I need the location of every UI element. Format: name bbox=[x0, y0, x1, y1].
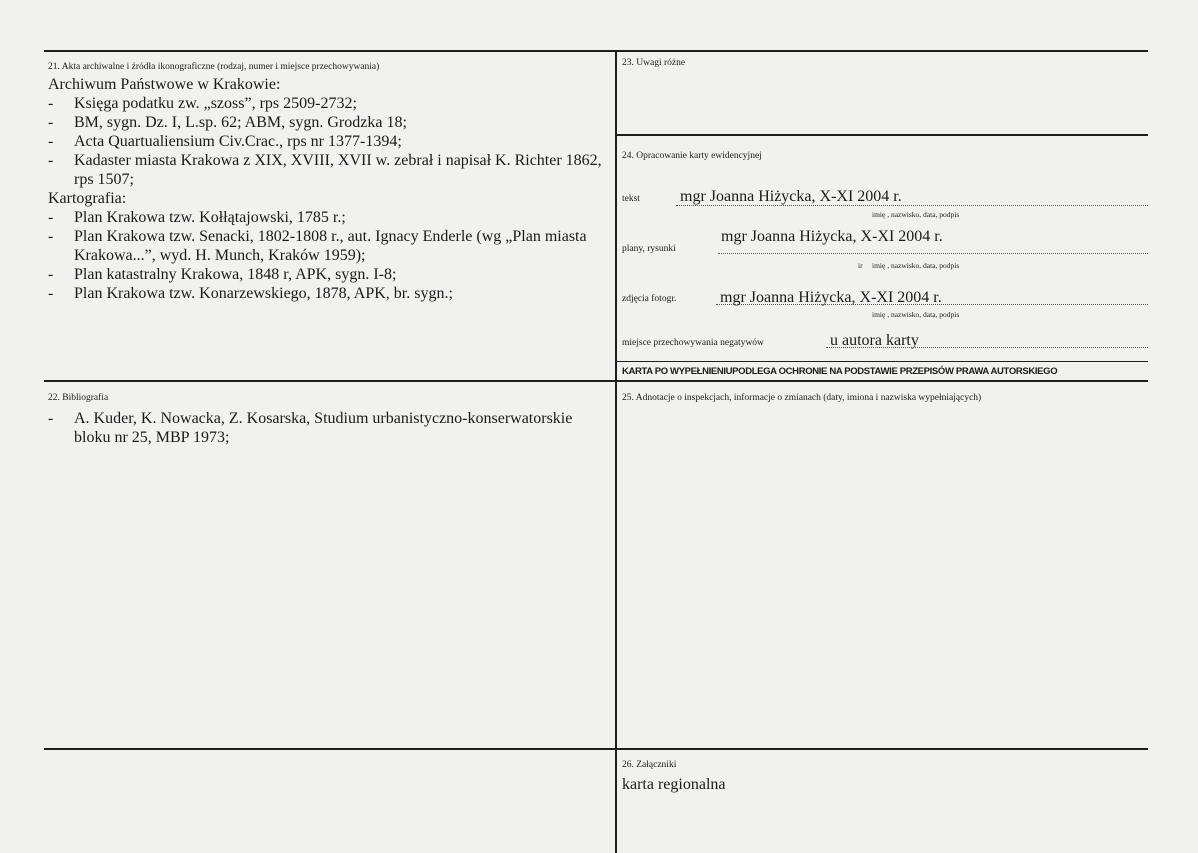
miejsce-line bbox=[826, 347, 1148, 348]
miejsce-value: u autora karty bbox=[830, 332, 919, 349]
section-21 bbox=[48, 62, 608, 303]
list-item-text: Kadaster miasta Krakowa z XIX, XVIII, XVII w. zebrał i napisał K. Richter 1862, rps 1507; bbox=[74, 152, 602, 188]
miejsce-label: miejsce przechowywania negatywów bbox=[622, 338, 764, 348]
bibliography-list bbox=[48, 409, 608, 447]
dash-bullet: - bbox=[48, 410, 54, 427]
archive-list bbox=[48, 94, 608, 189]
attachments-value: karta regionalna bbox=[622, 776, 726, 793]
rule-bottom bbox=[44, 748, 1148, 750]
top-rule bbox=[44, 50, 1148, 52]
list-item-text: BM, sygn. Dz. I, L.sp. 62; ABM, sygn. Grodzka 18; bbox=[74, 114, 407, 131]
dash-bullet: - bbox=[48, 266, 54, 283]
dash-bullet: - bbox=[48, 209, 54, 226]
rule-mid bbox=[44, 380, 1148, 382]
plany-line bbox=[718, 253, 1148, 254]
list-item bbox=[48, 208, 588, 227]
center-divider bbox=[615, 50, 617, 853]
list-item-text: Plan Krakowa tzw. Konarzewskiego, 1878, APK, br. sygn.; bbox=[74, 285, 453, 302]
list-item bbox=[48, 113, 608, 132]
dash-bullet: - bbox=[48, 285, 54, 302]
zdjecia-label: zdjęcia fotogr. bbox=[622, 294, 677, 304]
dash-bullet: - bbox=[48, 95, 54, 112]
rule-notice-top bbox=[617, 361, 1148, 362]
plany-caption: imię , nazwisko, data, podpis bbox=[872, 261, 960, 270]
section-23-title: 23. Uwagi różne bbox=[622, 58, 686, 68]
list-item bbox=[48, 227, 588, 265]
archive-heading: Archiwum Państwowe w Krakowie: bbox=[48, 76, 281, 93]
plany-label: plany, rysunki bbox=[622, 244, 676, 254]
tekst-label: tekst bbox=[622, 194, 640, 204]
list-item bbox=[48, 132, 608, 151]
tekst-line bbox=[676, 205, 1148, 206]
list-item-text: Plan Krakowa tzw. Senacki, 1802-1808 r., aut. Ignacy Enderle (wg „Plan miasta Krakowa...”, wyd. H. Munch, Kraków 1959); bbox=[74, 228, 587, 264]
section-22-title: 22. Bibliografia bbox=[48, 393, 109, 403]
zdjecia-line bbox=[716, 304, 1148, 305]
list-item bbox=[48, 151, 608, 189]
section-24-title: 24. Opracowanie karty ewidencyjnej bbox=[622, 151, 762, 161]
zdjecia-value: mgr Joanna Hiżycka, X-XI 2004 r. bbox=[720, 289, 942, 306]
list-item-text: Acta Quartualiensium Civ.Crac., rps nr 1377-1394; bbox=[74, 133, 402, 150]
section-21-title: 21. Akta archiwalne i źródła ikonograficzne (rodzaj, numer i miejsce przechowywania) bbox=[48, 62, 380, 72]
dash-bullet: - bbox=[48, 114, 54, 131]
list-item-text: A. Kuder, K. Nowacka, Z. Kosarska, Studium urbanistyczno-konserwatorskie bloku nr 25, MBP 1973; bbox=[74, 410, 573, 446]
copyright-notice: KARTA PO WYPEŁNIENIUPODLEGA OCHRONIE NA PODSTAWIE PRZEPISÓW PRAWA AUTORSKIEGO bbox=[622, 366, 1058, 377]
dash-bullet: - bbox=[48, 228, 54, 245]
list-item bbox=[48, 284, 588, 303]
carto-heading: Kartografia: bbox=[48, 190, 127, 207]
zdjecia-caption: imię , nazwisko, data, podpis bbox=[872, 310, 960, 319]
plany-mark: ir bbox=[858, 261, 863, 270]
carto-list bbox=[48, 208, 588, 303]
list-item bbox=[48, 409, 608, 447]
list-item-text: Księga podatku zw. „szoss”, rps 2509-2732; bbox=[74, 95, 357, 112]
section-26-title: 26. Załączniki bbox=[622, 760, 677, 770]
section-25-title: 25. Adnotacje o inspekcjach, informacje o zmianach (daty, imiona i nazwiska wypełniających) bbox=[622, 393, 982, 403]
list-item-text: Plan Krakowa tzw. Kołłątajowski, 1785 r.; bbox=[74, 209, 346, 226]
dash-bullet: - bbox=[48, 152, 54, 169]
tekst-value: mgr Joanna Hiżycka, X-XI 2004 r. bbox=[680, 188, 902, 205]
rule-23-24 bbox=[617, 134, 1148, 136]
list-item bbox=[48, 265, 588, 284]
tekst-caption: imię , nazwisko, data, podpis bbox=[872, 210, 960, 219]
list-item bbox=[48, 94, 608, 113]
list-item-text: Plan katastralny Krakowa, 1848 r, APK, sygn. I-8; bbox=[74, 266, 397, 283]
plany-value: mgr Joanna Hiżycka, X-XI 2004 r. bbox=[721, 228, 943, 245]
dash-bullet: - bbox=[48, 133, 54, 150]
